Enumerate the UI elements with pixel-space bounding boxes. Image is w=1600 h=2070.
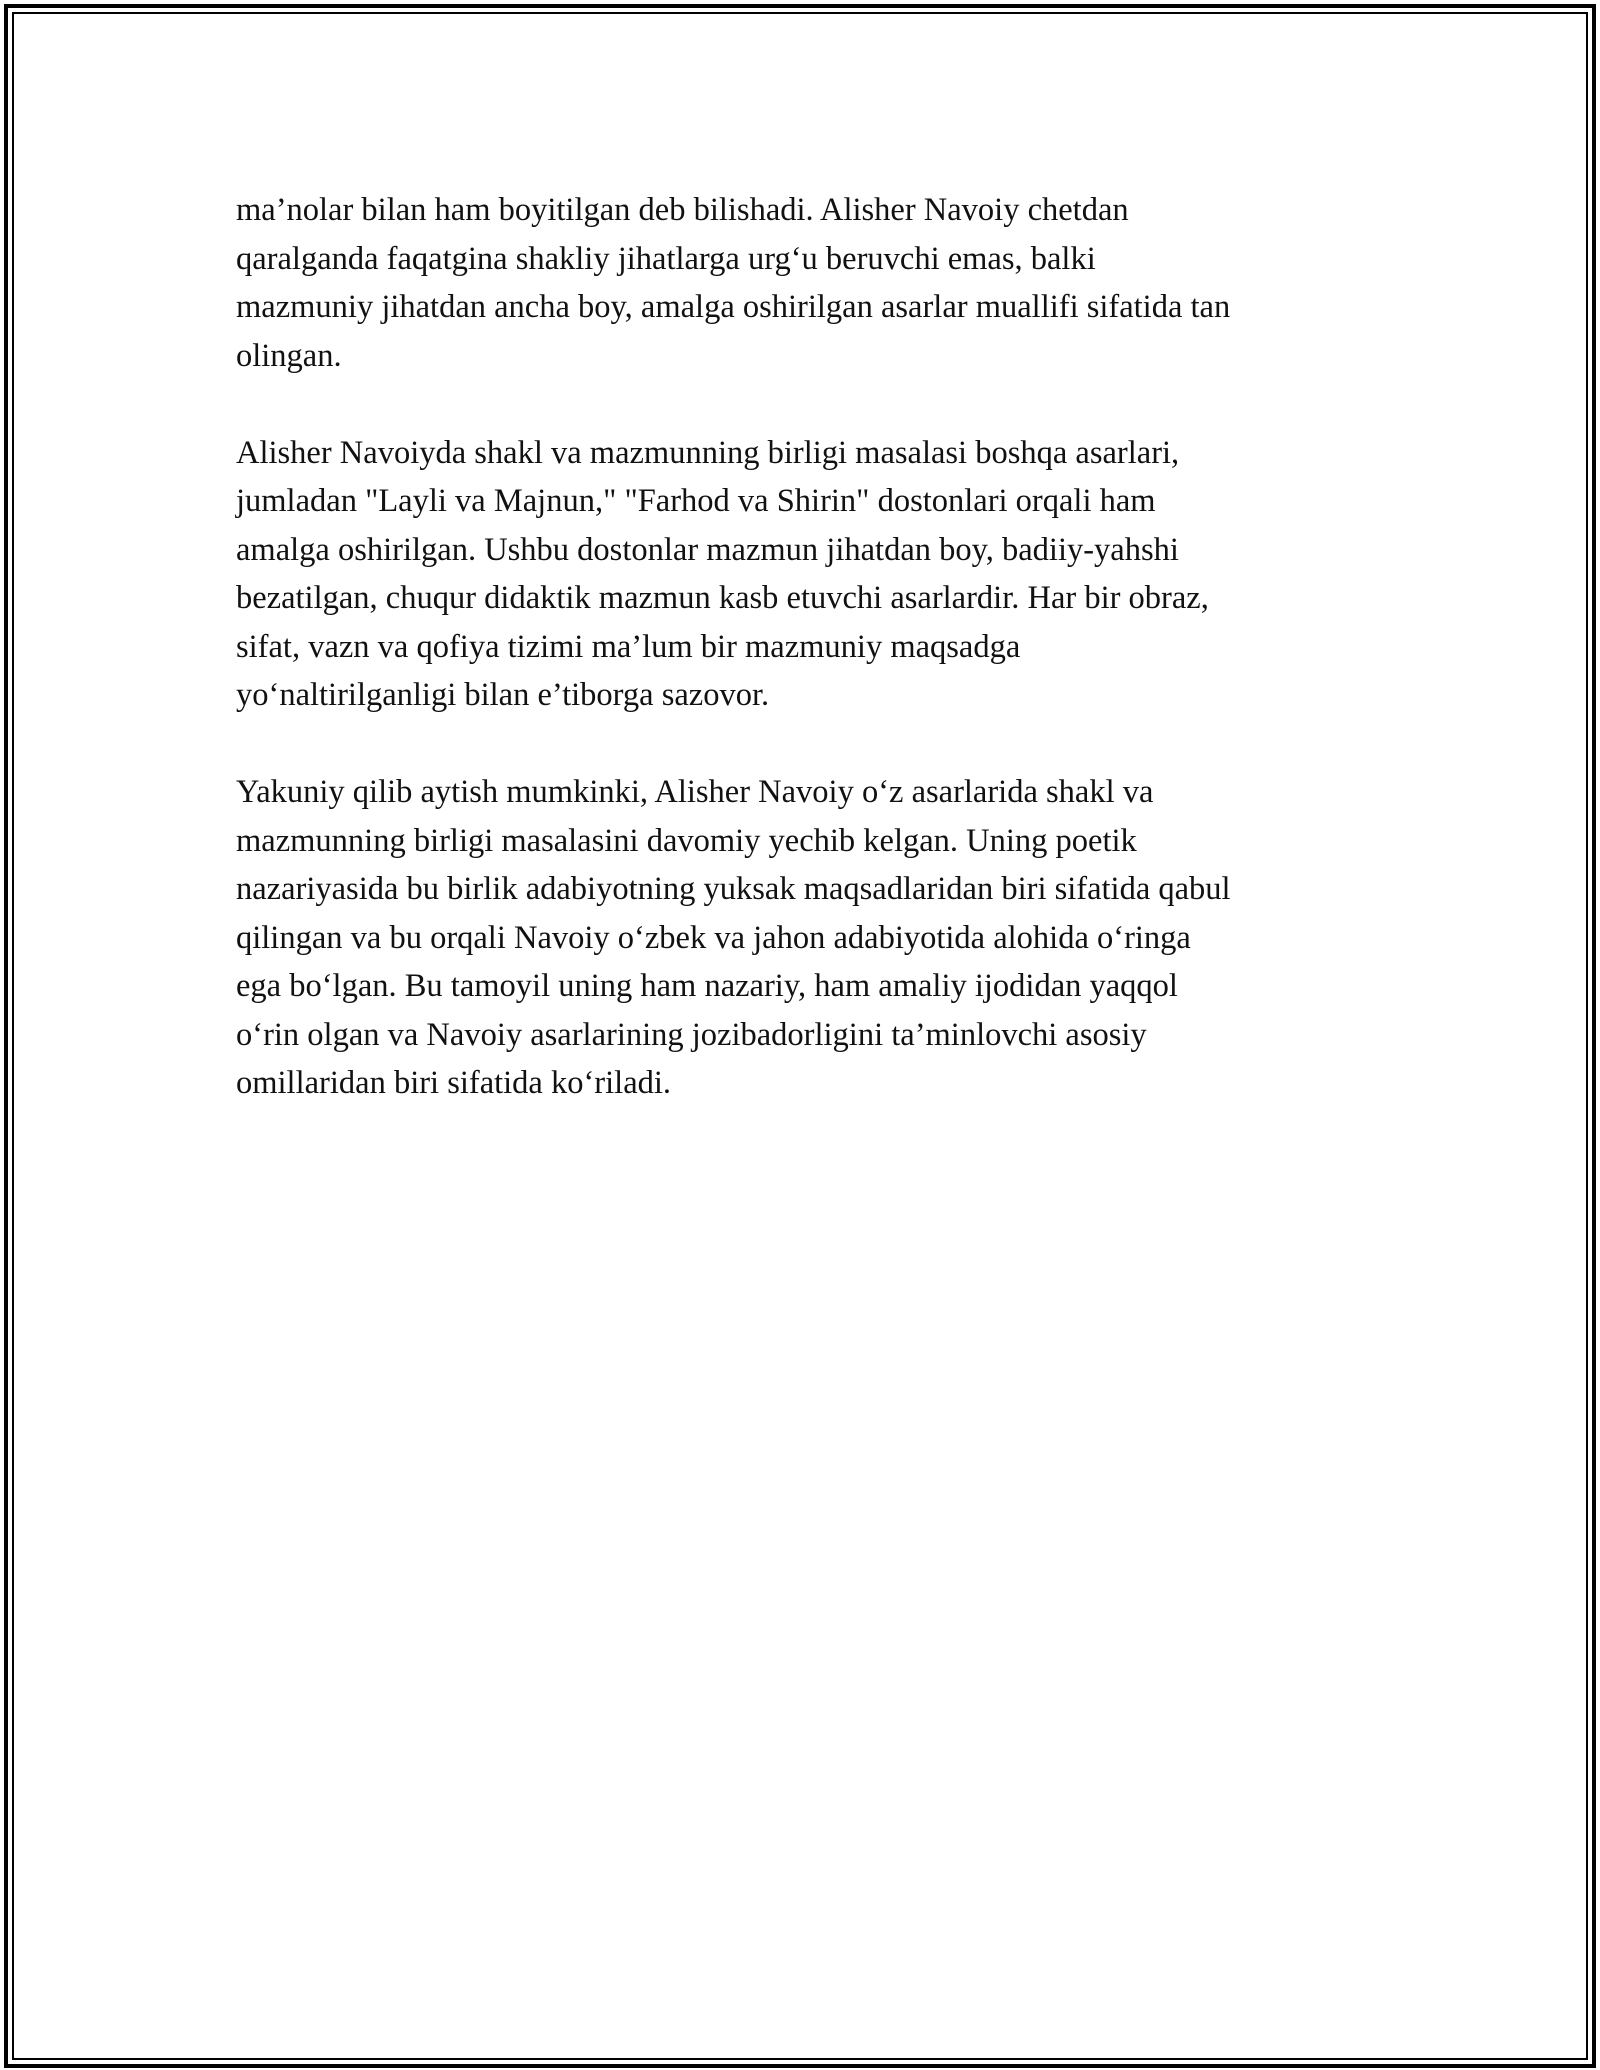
text-line: nazariyasida bu birlik adabiyotning yuksak maqsadlaridan biri sifatida qabul — [236, 871, 1231, 907]
text-line: ega bo‘lgan. Bu tamoyil uning ham nazariy, ham amaliy ijodidan yaqqol — [236, 968, 1178, 1004]
text-line: olingan. — [236, 337, 342, 374]
paragraph-3 — [236, 768, 1386, 1108]
text-line: qaralganda faqatgina shakliy jihatlarga urg‘u beruvchi emas, balki — [236, 240, 1096, 277]
text-line: ma’nolar bilan ham boyitilgan deb bilishadi. Alisher Navoiy chetdan — [236, 192, 1129, 228]
paragraph-2 — [236, 429, 1386, 720]
text-line: amalga oshirilgan. Ushbu dostonlar mazmun jihatdan boy, badiiy-yahshi — [236, 531, 1179, 568]
text-line: jumladan "Layli va Majnun," "Farhod va Shirin" dostonlari orqali ham — [236, 483, 1156, 519]
text-line: mazmuniy jihatdan ancha boy, amalga oshirilgan asarlar muallifi sifatida tan — [236, 289, 1231, 325]
text-line: mazmunning birligi masalasini davomiy yechib kelgan. Uning poetik — [236, 822, 1137, 859]
text-line: bezatilgan, chuqur didaktik mazmun kasb etuvchi asarlardir. Har bir obraz, — [236, 580, 1209, 616]
text-line: o‘rin olgan va Navoiy asarlarining jozibadorligini ta’minlovchi asosiy — [236, 1016, 1147, 1053]
text-line: Yakuniy qilib aytish mumkinki, Alisher Navoiy o‘z asarlarida shakl va — [236, 774, 1154, 810]
document-body — [236, 186, 1386, 1156]
text-line: yo‘naltirilganligi bilan e’tiborga sazovor. — [236, 677, 770, 713]
text-line: Alisher Navoiyda shakl va mazmunning birligi masalasi boshqa asarlari, — [236, 434, 1180, 471]
text-line: sifat, vazn va qofiya tizimi ma’lum bir mazmuniy maqsadga — [236, 628, 1021, 665]
text-line: qilingan va bu orqali Navoiy o‘zbek va jahon adabiyotida alohida o‘ringa — [236, 919, 1191, 956]
paragraph-1 — [236, 186, 1386, 380]
text-line: omillaridan biri sifatida ko‘riladi. — [236, 1065, 672, 1101]
